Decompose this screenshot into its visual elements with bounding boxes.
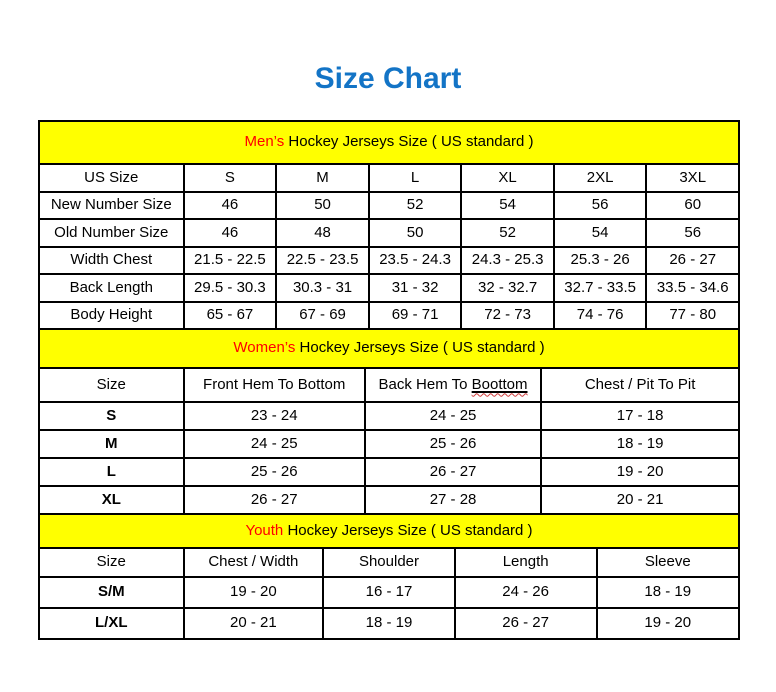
table-cell: 24 - 25 [184, 430, 365, 458]
mens-column-header: 2XL [554, 164, 647, 192]
row-label: S [39, 402, 184, 430]
table-cell: 54 [461, 192, 554, 219]
table-row [39, 219, 739, 246]
table-cell: 18 - 19 [541, 430, 739, 458]
table-cell: 16 - 17 [323, 577, 455, 608]
table-row [39, 402, 739, 430]
table-cell: 65 - 67 [184, 302, 277, 329]
mens-size-table [38, 120, 740, 330]
table-cell: 17 - 18 [541, 402, 739, 430]
spellcheck-squiggle [472, 376, 528, 393]
row-label: L [39, 458, 184, 486]
table-cell: 52 [369, 192, 462, 219]
mens-heading-accent: Men’s [244, 133, 285, 151]
row-label: XL [39, 486, 184, 514]
mens-column-header-row [39, 164, 739, 192]
table-cell: 32 - 32.7 [461, 274, 554, 301]
womens-heading-accent: Women’s [233, 339, 296, 357]
mens-column-header: XL [461, 164, 554, 192]
table-cell: 60 [646, 192, 739, 219]
table-row [39, 577, 739, 608]
row-label: S/M [39, 577, 184, 608]
table-cell: 74 - 76 [554, 302, 647, 329]
table-cell: 24.3 - 25.3 [461, 247, 554, 274]
table-cell: 23.5 - 24.3 [369, 247, 462, 274]
misspelled-word: Boottom [471, 375, 528, 393]
table-row [39, 458, 739, 486]
table-cell: 29.5 - 30.3 [184, 274, 277, 301]
row-label: Back Length [39, 274, 184, 301]
table-cell: 18 - 19 [597, 577, 739, 608]
table-cell: 52 [461, 219, 554, 246]
table-cell: 31 - 32 [369, 274, 462, 301]
row-label: Body Height [39, 302, 184, 329]
table-cell: 19 - 20 [541, 458, 739, 486]
table-cell: 22.5 - 23.5 [276, 247, 369, 274]
table-cell: 48 [276, 219, 369, 246]
table-cell: 32.7 - 33.5 [554, 274, 647, 301]
table-cell: 23 - 24 [184, 402, 365, 430]
table-row [39, 430, 739, 458]
table-cell: 67 - 69 [276, 302, 369, 329]
table-cell: 21.5 - 22.5 [184, 247, 277, 274]
table-cell: 26 - 27 [646, 247, 739, 274]
table-cell: 46 [184, 219, 277, 246]
youth-column-header: Size [39, 548, 184, 577]
youth-size-table [38, 513, 740, 640]
table-cell: 25.3 - 26 [554, 247, 647, 274]
table-cell: 30.3 - 31 [276, 274, 369, 301]
table-cell: 24 - 26 [455, 577, 597, 608]
youth-section-heading [39, 514, 739, 548]
youth-column-header: Sleeve [597, 548, 739, 577]
womens-column-header: Front Hem To Bottom [184, 368, 365, 402]
youth-column-header-row [39, 548, 739, 577]
mens-column-header: L [369, 164, 462, 192]
row-label: Old Number Size [39, 219, 184, 246]
table-row [39, 192, 739, 219]
youth-heading-row [39, 514, 739, 548]
mens-heading-text: Hockey Jerseys Size ( US standard ) [284, 133, 534, 151]
table-cell: 27 - 28 [365, 486, 541, 514]
mens-column-header: S [184, 164, 277, 192]
page-title: Size Chart [314, 62, 462, 95]
row-label: L/XL [39, 608, 184, 639]
mens-heading-row [39, 121, 739, 164]
table-cell: 33.5 - 34.6 [646, 274, 739, 301]
table-cell: 72 - 73 [461, 302, 554, 329]
youth-column-header: Shoulder [323, 548, 455, 577]
mens-section-heading [39, 121, 739, 164]
table-row [39, 302, 739, 329]
table-cell: 77 - 80 [646, 302, 739, 329]
womens-column-header: Back Hem To Boottom [365, 368, 541, 402]
womens-size-table [38, 328, 740, 515]
table-cell: 19 - 20 [597, 608, 739, 639]
table-cell: 50 [276, 192, 369, 219]
mens-column-header: M [276, 164, 369, 192]
youth-column-header: Chest / Width [184, 548, 324, 577]
table-row [39, 274, 739, 301]
table-cell: 25 - 26 [365, 430, 541, 458]
table-cell: 50 [369, 219, 462, 246]
womens-heading-text: Hockey Jerseys Size ( US standard ) [295, 339, 545, 357]
womens-column-header-row [39, 368, 739, 402]
table-cell: 69 - 71 [369, 302, 462, 329]
table-cell: 26 - 27 [365, 458, 541, 486]
table-row [39, 247, 739, 274]
size-tables-container [38, 120, 740, 640]
youth-column-header: Length [455, 548, 597, 577]
table-cell: 20 - 21 [184, 608, 324, 639]
youth-heading-text: Hockey Jerseys Size ( US standard ) [283, 521, 533, 539]
table-cell: 26 - 27 [184, 486, 365, 514]
table-cell: 56 [646, 219, 739, 246]
womens-section-heading [39, 329, 739, 368]
table-row [39, 486, 739, 514]
table-cell: 54 [554, 219, 647, 246]
table-cell: 20 - 21 [541, 486, 739, 514]
table-cell: 24 - 25 [365, 402, 541, 430]
table-row [39, 608, 739, 639]
table-cell: 46 [184, 192, 277, 219]
mens-column-header: 3XL [646, 164, 739, 192]
row-label: New Number Size [39, 192, 184, 219]
table-cell: 18 - 19 [323, 608, 455, 639]
mens-column-header: US Size [39, 164, 184, 192]
table-cell: 26 - 27 [455, 608, 597, 639]
youth-heading-accent: Youth [245, 521, 284, 539]
table-cell: 25 - 26 [184, 458, 365, 486]
row-label: Width Chest [39, 247, 184, 274]
row-label: M [39, 430, 184, 458]
table-cell: 19 - 20 [184, 577, 324, 608]
womens-column-header: Chest / Pit To Pit [541, 368, 739, 402]
womens-column-header: Size [39, 368, 184, 402]
womens-heading-row [39, 329, 739, 368]
table-cell: 56 [554, 192, 647, 219]
